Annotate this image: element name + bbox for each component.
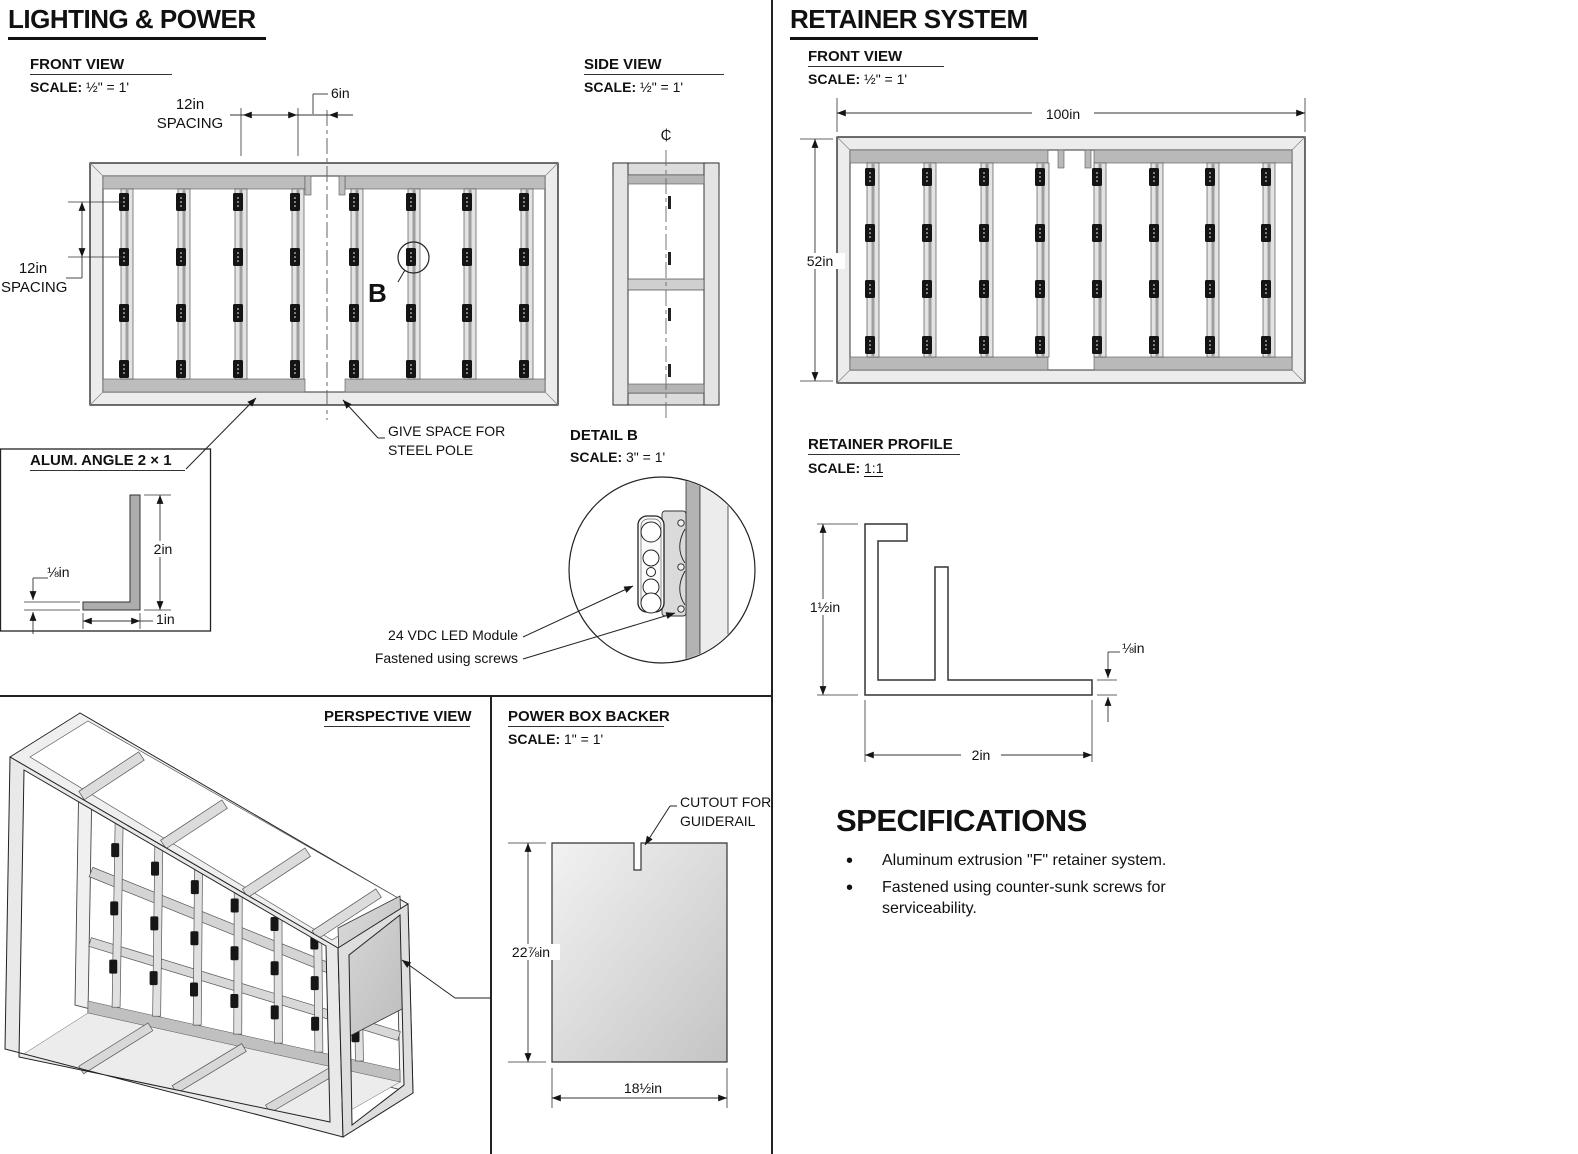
scale-value: ½" = 1' [864, 71, 908, 87]
spec-item: • Aluminum extrusion "F" retainer system. [838, 850, 1172, 872]
alum-angle-title: ALUM. ANGLE 2 × 1 [30, 452, 185, 471]
dim-backer-height: 22⅞in [502, 944, 560, 960]
vertical-divider-main [771, 0, 773, 1154]
retainer-front-view-title: FRONT VIEW [808, 48, 944, 67]
dim-52in: 52in [795, 253, 845, 269]
centerline-symbol: ₵ [660, 127, 672, 144]
scale-label: SCALE: [30, 79, 83, 95]
detail-b-scale [570, 449, 665, 465]
scale-label: SCALE: [508, 731, 561, 747]
scale-value: ½" = 1' [86, 79, 130, 95]
perspective-view-title: PERSPECTIVE VIEW [324, 708, 472, 725]
section-title-retainer-system: RETAINER SYSTEM [790, 4, 1038, 40]
callout-led-module: 24 VDC LED Module [388, 627, 518, 643]
specifications-title: SPECIFICATIONS [836, 803, 1087, 838]
horizontal-divider-left [0, 695, 773, 697]
vertical-divider-bottom [490, 695, 492, 1154]
front-view-drawing [66, 94, 558, 469]
scale-label: SCALE: [570, 449, 623, 465]
dim-text: 12in [175, 96, 205, 113]
scale-value: ½" = 1' [640, 79, 684, 95]
side-view-drawing [613, 150, 719, 418]
scale-label: SCALE: [808, 71, 861, 87]
dim-profile-thickness: ⅛in [1122, 640, 1145, 656]
detail-b-drawing [523, 474, 755, 666]
dim-text: 12in [18, 260, 48, 277]
dim-1in: 1in [156, 611, 175, 627]
power-box-backer-scale [508, 731, 603, 747]
note-text: STEEL POLE [388, 441, 474, 458]
retainer-profile-drawing [817, 524, 1120, 762]
dim-backer-width: 18½in [612, 1080, 674, 1096]
callout-cutout-guiderail [680, 793, 771, 831]
retainer-front-view-drawing [800, 98, 1305, 383]
retainer-profile-scale [808, 460, 883, 476]
dim-text: SPACING [1, 278, 68, 296]
front-view-scale [30, 79, 129, 95]
scale-value: 1:1 [864, 460, 884, 476]
scale-label: SCALE: [584, 79, 637, 95]
retainer-profile-title: RETAINER PROFILE [808, 436, 960, 455]
dim-profile-height: 1½in [798, 599, 852, 615]
callout-fastened-screws: Fastened using screws [374, 650, 518, 666]
dim-2in: 2in [146, 541, 180, 557]
dim-12in-spacing-left [1, 260, 68, 298]
section-title-lighting-power: LIGHTING & POWER [8, 4, 266, 40]
side-view-title: SIDE VIEW [584, 56, 724, 75]
note-text: CUTOUT FOR [680, 794, 772, 810]
note-give-space [388, 422, 505, 460]
dim-6in: 6in [331, 85, 350, 101]
dim-profile-width: 2in [961, 747, 1001, 763]
retainer-front-view-scale [808, 71, 907, 87]
lighting-power-drawing [0, 0, 772, 697]
led-module-detail [638, 516, 664, 613]
specifications-list [838, 850, 1172, 925]
power-box-backer-title: POWER BOX BACKER [508, 708, 670, 725]
note-text: GIVE SPACE FOR [388, 423, 506, 439]
front-view-title: FRONT VIEW [30, 56, 172, 75]
note-text: GUIDERAIL [680, 812, 756, 829]
dim-100in: 100in [1032, 106, 1094, 122]
retainer-system-drawing [772, 0, 1578, 1154]
scale-label: SCALE: [808, 460, 861, 476]
perspective-drawing [0, 697, 492, 1154]
dim-text: SPACING [156, 114, 224, 132]
scale-value: 3" = 1' [626, 449, 666, 465]
dim-12in-spacing-top [144, 96, 236, 134]
scale-value: 1" = 1' [564, 731, 604, 747]
side-view-scale [584, 79, 683, 95]
detail-b-title: DETAIL B [570, 427, 638, 444]
spec-item: • Fastened using counter-sunk screws for serviceability. [838, 877, 1172, 920]
dim-eighth-in: ⅛in [47, 564, 70, 580]
detail-b-marker: B [368, 278, 387, 308]
